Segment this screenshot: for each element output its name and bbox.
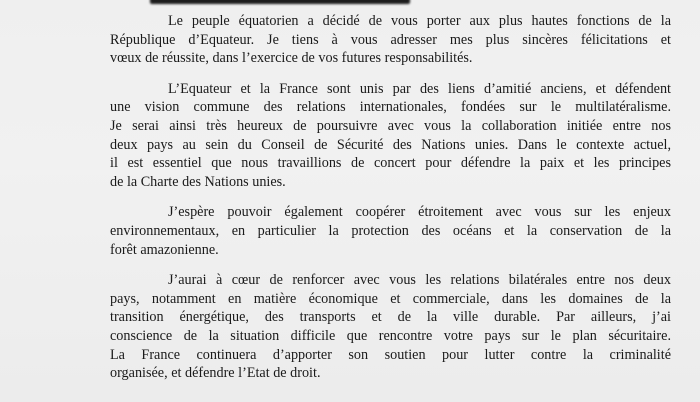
text-line: J’aurai à cœur de renforcer avec vous les relations bilatérales entre nos deux bbox=[168, 272, 671, 289]
text-line: conscience de la situation difficile que rencontre votre pays sur le plan sécuritaire. bbox=[110, 327, 671, 344]
text-line: L’Equateur et la France sont unis par des liens d’amitié anciens, et défendent bbox=[168, 80, 671, 97]
paragraph-friendship bbox=[110, 80, 671, 192]
text-line: organisée, et défendre l’Etat de droit. bbox=[110, 365, 321, 382]
text-line: deux pays au sein du Conseil de Sécurité des Nations unies. Dans le contexte actuel, bbox=[110, 136, 671, 153]
text-line: transition énergétique, des transports et de la ville durable. Par ailleurs, j’ai bbox=[110, 309, 671, 326]
text-line: il est essentiel que nous travaillions de concert pour défendre la paix et les principes bbox=[110, 155, 671, 172]
text-line: La France continuera d’apporter son soutien pour lutter contre la criminalité bbox=[110, 346, 671, 363]
text-line: une vision commune des relations internationales, fondées sur le multilatéralisme. bbox=[110, 99, 671, 116]
text-line: pays, notamment en matière économique et commerciale, dans les domaines de la bbox=[110, 290, 671, 307]
text-line: J’espère pouvoir également coopérer étroitement avec vous sur les enjeux bbox=[168, 204, 671, 221]
paragraph-environment bbox=[110, 203, 671, 259]
text-line: forêt amazonienne. bbox=[110, 241, 219, 258]
letter-body bbox=[110, 12, 671, 394]
page-top-edge bbox=[150, 0, 410, 4]
text-line: vœux de réussite, dans l’exercice de vos futures responsabilités. bbox=[110, 50, 473, 67]
paragraph-bilateral-relations bbox=[110, 271, 671, 383]
text-line: Je serai ainsi très heureux de poursuivre avec vous la collaboration initiée entre nos bbox=[110, 117, 671, 134]
text-line: République d’Equateur. Je tiens à vous adresser mes plus sincères félicitations et bbox=[110, 31, 671, 48]
text-line: environnementaux, en particulier la protection des océans et la conservation de la bbox=[110, 222, 671, 239]
text-line: de la Charte des Nations unies. bbox=[110, 173, 286, 190]
text-line: Le peuple équatorien a décidé de vous porter aux plus hautes fonctions de la bbox=[168, 13, 671, 29]
paragraph-congratulations bbox=[110, 12, 671, 68]
